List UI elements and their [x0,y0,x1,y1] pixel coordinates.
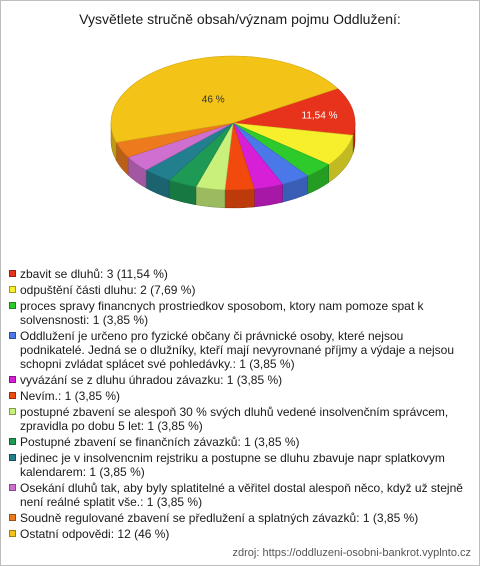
pie-slice-side-7 [196,187,225,208]
legend-label: odpuštění části dluhu: 2 (7,69 %) [20,283,196,297]
legend-item [9,435,471,449]
legend-label: Soudně regulované zbavení se předlužení a splatných závazků: 1 (3,85 %) [20,511,419,525]
legend-swatch [9,438,16,445]
legend-swatch [9,286,16,293]
pie-chart [1,1,479,263]
legend-swatch [9,454,16,461]
legend-swatch [9,392,16,399]
legend-item [9,511,471,525]
legend-label: Osekání dluhů tak, aby byly splatitelné a věřitel dostal alespoň něco, když už stejně není reálné splatit vše.: 1 (3,85 %) [20,481,463,509]
legend-swatch [9,484,16,491]
legend-item [9,299,471,327]
legend-item [9,283,471,297]
legend-swatch [9,530,16,537]
legend-item [9,389,471,403]
legend-item [9,451,471,479]
legend-swatch [9,270,16,277]
legend-label: proces spravy financnych prostriedkov sposobom, ktory nam pomoze spat k solvensnosti: 1 (3,85 %) [20,299,424,327]
legend-item [9,267,471,281]
legend-label: postupné zbavení se alespoň 30 % svých dluhů vedené insolvenčním správcem, zpravidla po dobu 5 let: 1 (3,85 %) [20,405,449,433]
pie-top [111,56,355,190]
legend-label: zbavit se dluhů: 3 (11,54 %) [20,267,168,281]
data-label-12: 46 % [201,94,225,106]
legend-item [9,481,471,509]
legend-item [9,405,471,433]
legend-swatch [9,514,16,521]
legend-label: Nevím.: 1 (3,85 %) [20,389,121,403]
legend-swatch [9,332,16,339]
legend-swatch [9,376,16,383]
legend-swatch [9,302,16,309]
data-label-1: 11,54 % [301,110,338,122]
legend-swatch [9,408,16,415]
legend-item [9,527,471,541]
legend-label: Postupné zbavení se finančních závazků: 1 (3,85 %) [20,435,300,449]
legend-label: Oddlužení je určeno pro fyzické občany či právnické osoby, které nejsou podnikatelé. Jedná se o dlužníky, kteří mají nevyrovnané příjmy a výdaje a nejsou schopni zvládat splácet své pohledávky.: 1 (3,85 %) [20,329,455,371]
legend-label: Ostatní odpovědi: 12 (46 %) [20,527,170,541]
legend-item [9,329,471,371]
chart-title: Vysvětlete stručně obsah/význam pojmu Oddlužení: [79,11,401,27]
legend [9,267,471,543]
pie-slice-side-6 [225,189,254,208]
legend-label: vyvázání se z dluhu úhradou závazku: 1 (3,85 %) [20,373,283,387]
source-credit: zdroj: https://oddluzeni-osobni-bankrot.vyplnto.cz [232,547,471,559]
legend-label: jedinec je v insolvencnim rejstriku a postupne se dluhu zbavuje napr splatkovym kalendarem: 1 (3,85 %) [20,451,445,479]
legend-item [9,373,471,387]
